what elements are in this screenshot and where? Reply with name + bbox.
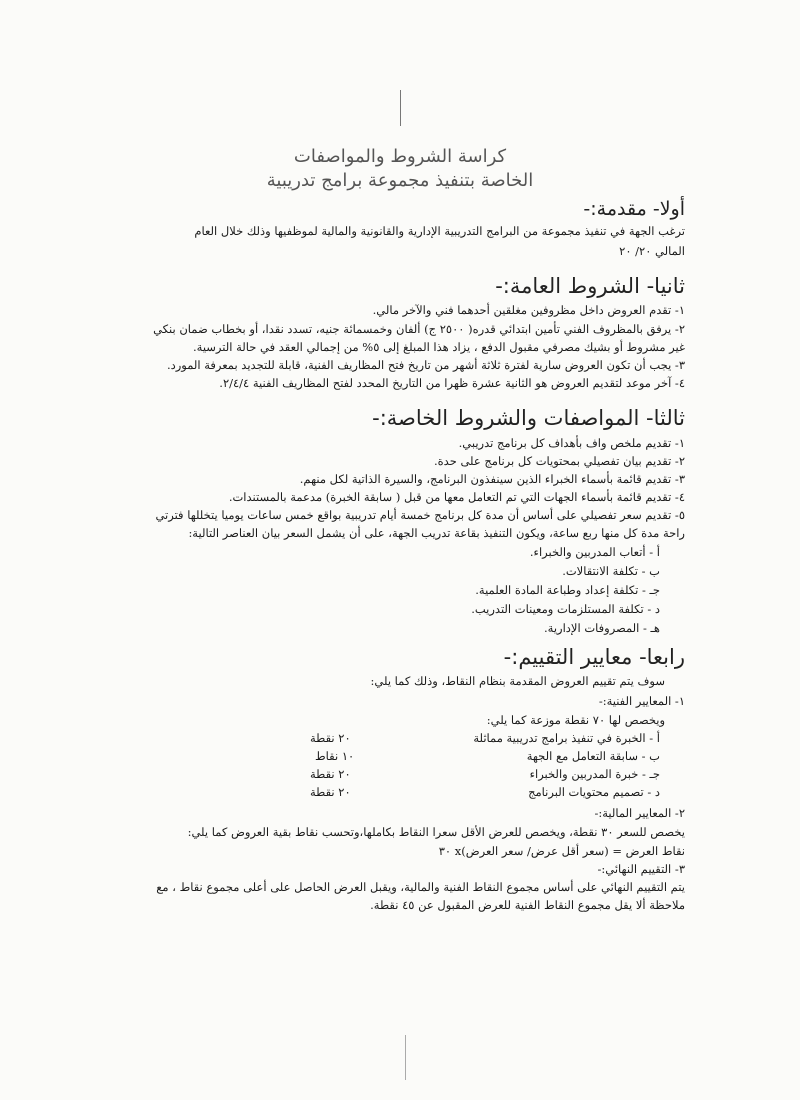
section3-line-3: ٣- تقديم قائمة بأسماء الخبراء الذين سينفذون البرنامج، والسيرة الذاتية لكل منهم. [299, 472, 685, 486]
section2-line-2: ٢- يرفق بالمظروف الفني تأمين ابتدائي قدره( ٢٥٠٠ ج) ألفان وخمسمائة جنيه، تسدد نقدا، أو بخطاب ضمان بنكي [153, 322, 685, 336]
scan-mark-top [400, 90, 401, 126]
tech-item-points: ٢٠ نقطة [310, 767, 351, 781]
section3-item-c: جـ - تكلفة إعداد وطباعة المادة العلمية. [475, 583, 660, 597]
section2-heading: ثانيا- الشروط العامة:- [495, 274, 685, 298]
section3-line-4: ٤- تقديم قائمة بأسماء الجهات التي تم التعامل معها من قبل ( سابقة الخبرة) مدعمة بالمستندات. [228, 490, 685, 504]
section3-item-d: د - تكلفة المستلزمات ومعينات التدريب. [471, 602, 660, 616]
tech-item-label: أ - الخبرة في تنفيذ برامج تدريبية مماثلة [473, 731, 660, 745]
tech-item-label: جـ - خبرة المدربين والخبراء [529, 767, 660, 781]
section3-item-b: ب - تكلفة الانتقالات. [562, 564, 660, 578]
section3-line-1: ١- تقديم ملخص واف بأهداف كل برنامج تدريبي. [458, 436, 685, 450]
section4-heading: رابعا- معايير التقييم:- [503, 645, 685, 669]
section1-line2: المالي ٢٠/ ٢٠ [619, 244, 685, 258]
scan-mark-bottom [405, 1035, 406, 1080]
document-title-line1: كراسة الشروط والمواصفات [293, 146, 507, 167]
section3-line-5: ٥- تقديم سعر تفصيلي على أساس أن مدة كل برنامج خمسة أيام تدريبية بواقع خمس ساعات يوميا يتخللها فترتي [155, 508, 685, 522]
tech-item-label: ب - سابقة التعامل مع الجهة [526, 749, 660, 763]
section2-line-4: ٣- يجب أن تكون العروض سارية لفترة ثلاثة أشهر من تاريخ فتح المظاريف الفنية، قابلة للتجديد بمعرفة المورد. [166, 358, 685, 372]
final-eval-heading: ٣- التقييم النهائي:- [597, 862, 685, 876]
section2-line-1: ١- تقدم العروض داخل مظروفين مغلقين أحدهما فني والآخر مالي. [372, 303, 685, 317]
section1-heading: أولا- مقدمة:- [583, 198, 685, 220]
section4-intro: سوف يتم تقييم العروض المقدمة بنظام النقاط، وذلك كما يلي: [370, 674, 665, 688]
tech-item-points: ٢٠ نقطة [310, 731, 351, 745]
section1-line1: ترغب الجهة في تنفيذ مجموعة من البرامج التدريبية الإدارية والقانونية والمالية لموظفيها وذلك خلال العام [194, 224, 685, 238]
tech-criteria-heading: ١- المعايير الفنية:- [598, 694, 685, 708]
tech-item-label: د - تصميم محتويات البرنامج [528, 785, 660, 799]
fin-criteria-line: يخصص للسعر ٣٠ نقطة، ويخصص للعرض الأقل سعرا النقاط بكاملها،وتحسب نقاط بقية العروض كما يلي: [187, 825, 685, 839]
section3-line-2: ٢- تقديم بيان تفصيلي بمحتويات كل برنامج على حدة. [433, 454, 685, 468]
fin-criteria-heading: ٢- المعايير المالية:- [594, 806, 685, 820]
section2-line-3: غير مشروط أو بشيك مصرفي مقبول الدفع ، يزاد هذا المبلغ إلى ٥% من إجمالي العقد في حالة الترسية. [193, 340, 685, 354]
tech-criteria-intro: ويخصص لها ٧٠ نقطة موزعة كما يلي: [486, 713, 665, 727]
fin-formula: نقاط العرض = (سعر أقل عرض/ سعر العرض)x ٣٠ [438, 844, 685, 858]
tech-item-points: ١٠ نقاط [315, 749, 355, 763]
section3-line-6: راحة مدة كل منها ربع ساعة، ويكون التنفيذ بقاعة تدريب الجهة، على أن يشمل السعر بيان العناصر التالية: [188, 526, 685, 540]
section3-item-e: هـ - المصروفات الإدارية. [544, 621, 660, 635]
tech-item-points: ٢٠ نقطة [310, 785, 351, 799]
section3-heading: ثالثا- المواصفات والشروط الخاصة:- [372, 406, 685, 430]
final-eval-line1: يتم التقييم النهائي على أساس مجموع النقاط الفنية والمالية، ويقبل العرض الحاصل على أعلى مجموع نقاط ، مع [156, 880, 685, 894]
document-title-line2: الخاصة بتنفيذ مجموعة برامج تدريبية [266, 170, 534, 191]
final-eval-line2: ملاحظة ألا يقل مجموع النقاط الفنية للعرض المقبول عن ٤٥ نقطة. [370, 898, 685, 912]
section3-item-a: أ - أتعاب المدربين والخبراء. [529, 545, 660, 559]
section2-line-5: ٤- آخر موعد لتقديم العروض هو الثانية عشرة ظهرا من التاريخ المحدد لفتح المظاريف الفنية ٢/٤/٤. [219, 376, 685, 390]
